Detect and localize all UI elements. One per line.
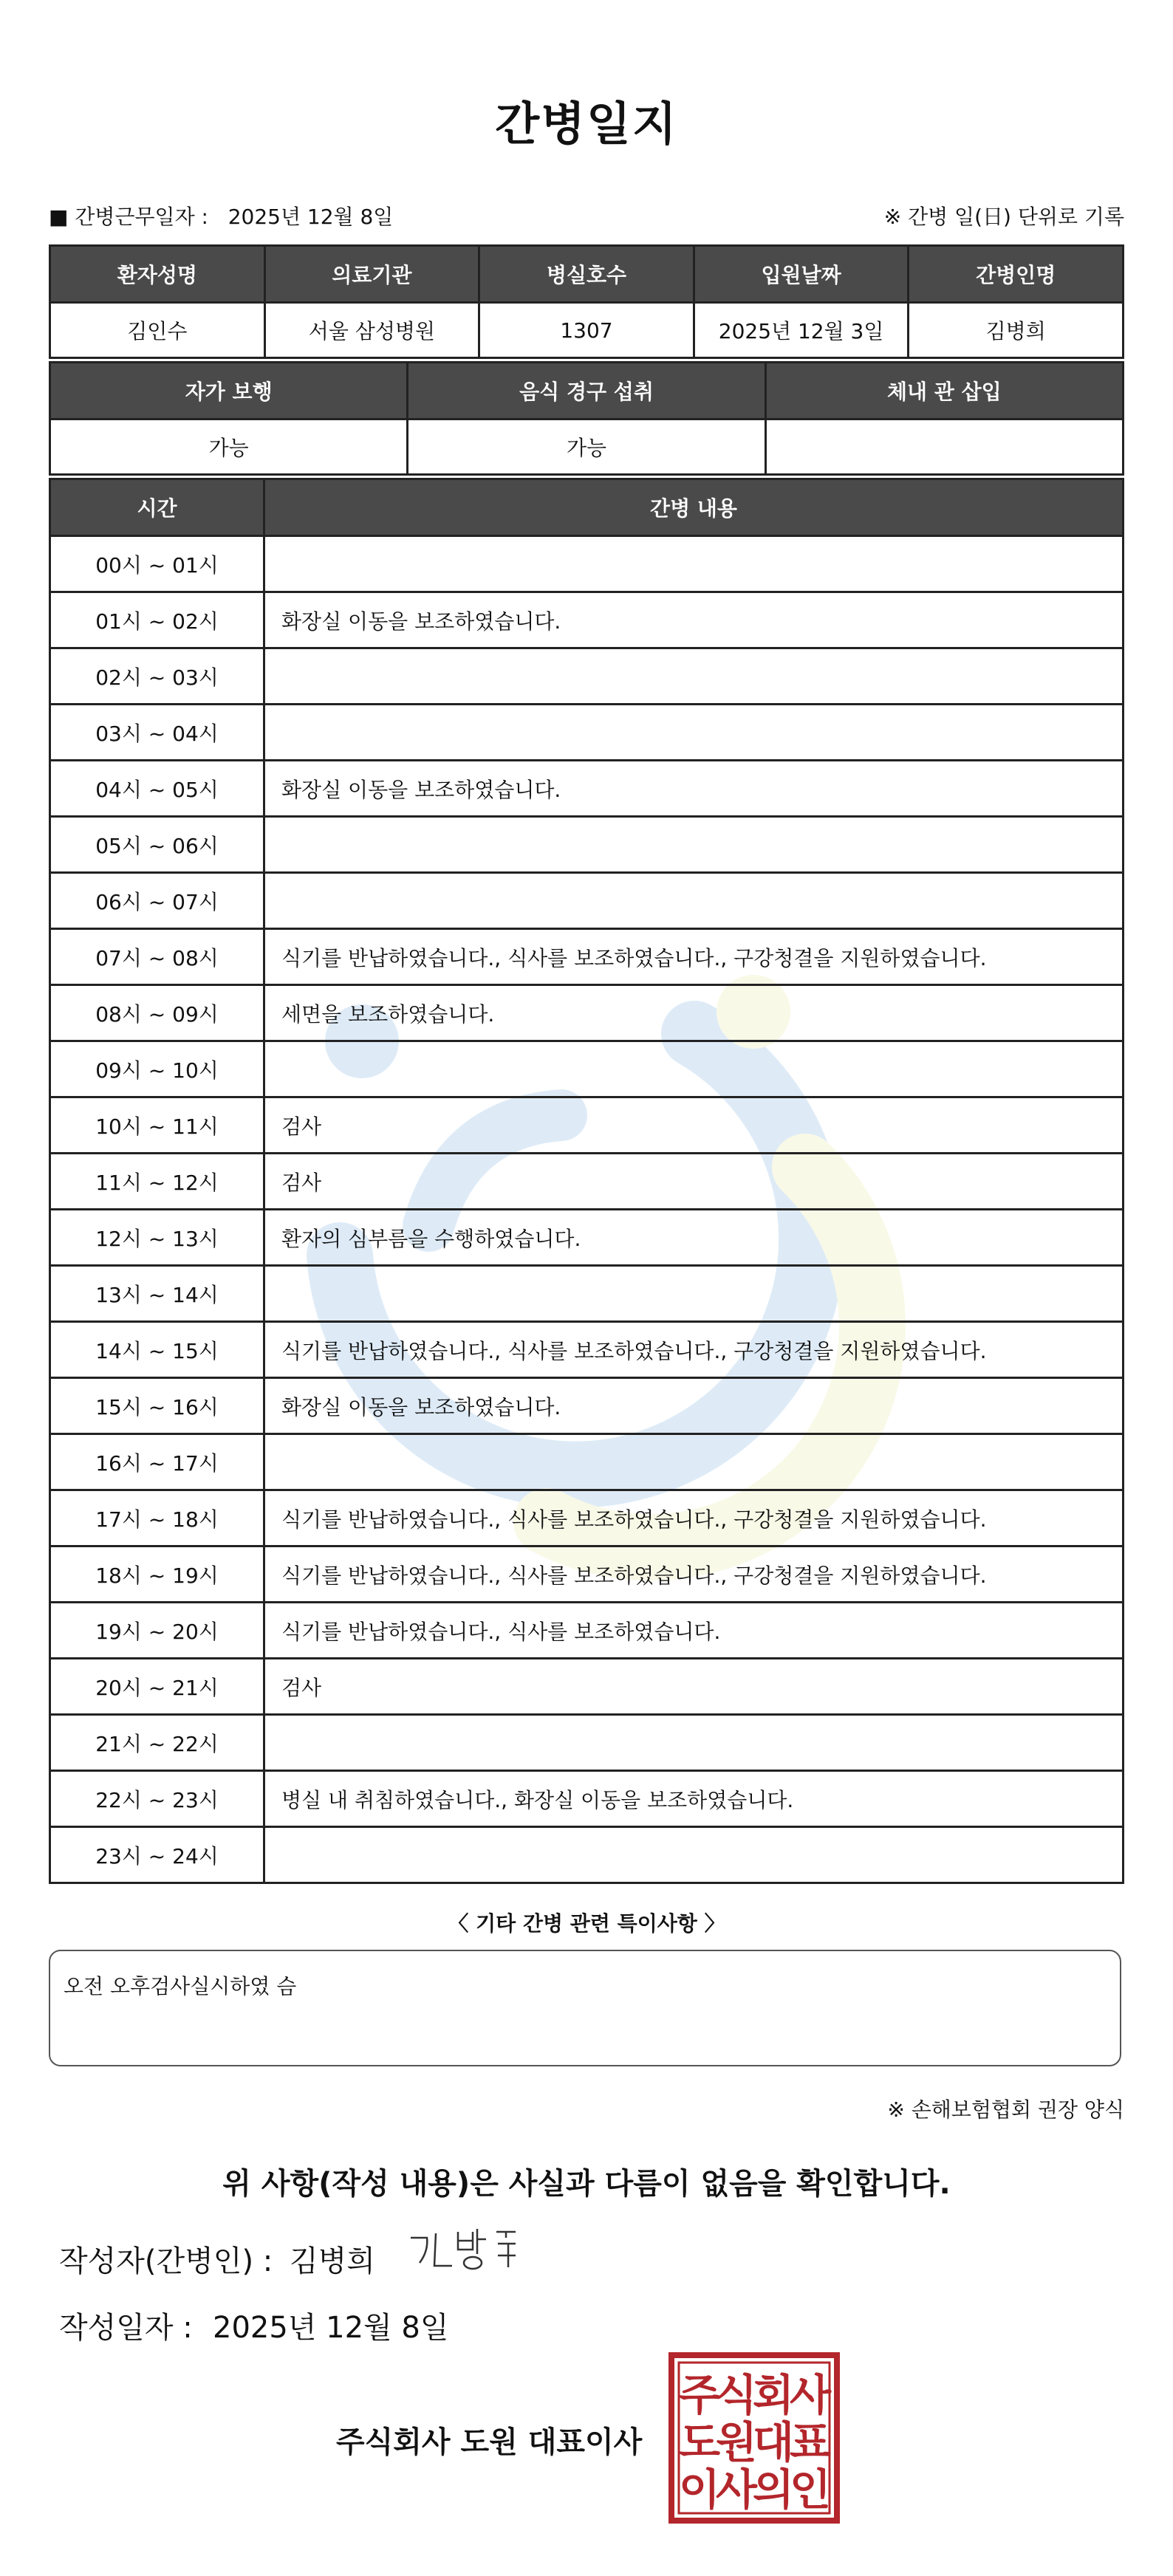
- patient-info-table: [49, 244, 1124, 359]
- time-slot: 08시 ~ 09시: [50, 985, 264, 1041]
- table-row: [50, 985, 1124, 1041]
- header-cell: 간병 내용: [264, 479, 1124, 536]
- notes-text: 오전 오후검사실시하였 슴: [64, 1974, 297, 1998]
- notes-title: 〈 기타 간병 관련 특이사항 〉: [448, 1911, 725, 1936]
- svg-text:원: 원: [715, 2417, 758, 2467]
- table-header-row: [50, 246, 1124, 303]
- time-slot: 00시 ~ 01시: [50, 536, 264, 592]
- time-slot: 12시 ~ 13시: [50, 1210, 264, 1266]
- header-cell: 간병인명: [909, 246, 1124, 303]
- care-content: [264, 1434, 1124, 1490]
- work-date-value: 2025년 12월 8일: [228, 205, 394, 229]
- table-row: [50, 419, 1124, 475]
- time-slot: 07시 ~ 08시: [50, 929, 264, 985]
- header-cell: 병실호수: [479, 246, 694, 303]
- time-slot: 23시 ~ 24시: [50, 1827, 264, 1883]
- company-representative: 주식회사 도원 대표이사: [336, 2425, 643, 2459]
- care-content: 화장실 이동을 보조하였습니다.: [264, 1378, 1124, 1434]
- room-number: 1307: [479, 303, 694, 358]
- time-slot: 02시 ~ 03시: [50, 648, 264, 705]
- table-row: [50, 929, 1124, 985]
- table-row: [50, 1097, 1124, 1154]
- work-date: [49, 201, 393, 230]
- care-content: 검사: [264, 1154, 1124, 1210]
- table-row: [50, 1771, 1124, 1827]
- table-row: [50, 1210, 1124, 1266]
- table-row: [50, 1322, 1124, 1378]
- table-row: [50, 1154, 1124, 1210]
- time-slot: 14시 ~ 15시: [50, 1322, 264, 1378]
- table-row: [50, 1659, 1124, 1715]
- table-row: [50, 648, 1124, 705]
- svg-text:인: 인: [789, 2464, 832, 2515]
- svg-text:이: 이: [678, 2464, 721, 2515]
- care-content: 식기를 반납하였습니다., 식사를 보조하였습니다., 구강청결을 지원하였습니다.: [264, 1322, 1124, 1378]
- svg-text:표: 표: [789, 2417, 832, 2467]
- care-content: 검사: [264, 1097, 1124, 1154]
- care-content: 환자의 심부름을 수행하였습니다.: [264, 1210, 1124, 1266]
- company-seal: [668, 2352, 840, 2524]
- recommend-note: ※ 손해보험협회 권장 양식: [887, 2097, 1124, 2122]
- svg-text:사: 사: [715, 2464, 758, 2515]
- care-content: [264, 648, 1124, 705]
- header-cell: 입원날짜: [694, 246, 909, 303]
- care-content: [264, 1827, 1124, 1883]
- table-row: [50, 1490, 1124, 1546]
- care-content: 식기를 반납하였습니다., 식사를 보조하였습니다., 구강청결을 지원하였습니다.: [264, 929, 1124, 985]
- header-cell: 의료기관: [264, 246, 479, 303]
- unit-note: ※ 간병 일(日) 단위로 기록: [883, 205, 1124, 229]
- table-row: [50, 592, 1124, 648]
- time-slot: 05시 ~ 06시: [50, 817, 264, 873]
- svg-text:회: 회: [752, 2370, 795, 2420]
- header-cell: 체내 관 삽입: [765, 363, 1123, 419]
- header-cell: 자가 보행: [50, 363, 408, 419]
- care-content: 식기를 반납하였습니다., 식사를 보조하였습니다., 구강청결을 지원하였습니다.: [264, 1546, 1124, 1603]
- header-cell: 환자성명: [50, 246, 265, 303]
- hospital-name: 서울 삼성병원: [264, 303, 479, 358]
- time-slot: 18시 ~ 19시: [50, 1546, 264, 1603]
- confirm-statement: 위 사항(작성 내용)은 사실과 다름이 없음을 확인합니다.: [222, 2167, 951, 2201]
- svg-text:사: 사: [789, 2370, 832, 2420]
- writer-label: 작성자(간병인) :: [59, 2244, 273, 2278]
- table-row: [50, 1827, 1124, 1883]
- oral-intake-status: 가능: [408, 419, 765, 475]
- page-title: 간병일지: [495, 97, 678, 151]
- care-log-table: [49, 478, 1124, 1884]
- caregiver-name: 김병희: [909, 303, 1124, 358]
- care-content: 검사: [264, 1659, 1124, 1715]
- header-cell: 음식 경구 섭취: [408, 363, 765, 419]
- time-slot: 04시 ~ 05시: [50, 761, 264, 817]
- table-row: [50, 303, 1124, 358]
- time-slot: 09시 ~ 10시: [50, 1041, 264, 1097]
- table-row: [50, 817, 1124, 873]
- time-slot: 17시 ~ 18시: [50, 1490, 264, 1546]
- admission-date: 2025년 12월 3일: [694, 303, 909, 358]
- table-header-row: [50, 363, 1124, 419]
- table-row: [50, 761, 1124, 817]
- table-row: [50, 1603, 1124, 1659]
- time-slot: 15시 ~ 16시: [50, 1378, 264, 1434]
- time-slot: 10시 ~ 11시: [50, 1097, 264, 1154]
- care-content: 화장실 이동을 보조하였습니다.: [264, 761, 1124, 817]
- care-content: [264, 1266, 1124, 1322]
- table-row: [50, 873, 1124, 929]
- tube-insertion-status: [765, 419, 1123, 475]
- care-content: 식기를 반납하였습니다., 식사를 보조하였습니다., 구강청결을 지원하였습니다.: [264, 1490, 1124, 1546]
- care-content: [264, 536, 1124, 592]
- header-cell: 시간: [50, 479, 264, 536]
- handwritten-signature: [405, 2222, 538, 2281]
- table-row: [50, 1715, 1124, 1771]
- time-slot: 13시 ~ 14시: [50, 1266, 264, 1322]
- time-slot: 22시 ~ 23시: [50, 1771, 264, 1827]
- care-content: 식기를 반납하였습니다., 식사를 보조하였습니다.: [264, 1603, 1124, 1659]
- care-content: 화장실 이동을 보조하였습니다.: [264, 592, 1124, 648]
- care-content: 세면을 보조하였습니다.: [264, 985, 1124, 1041]
- table-row: [50, 705, 1124, 761]
- walking-status: 가능: [50, 419, 408, 475]
- time-slot: 20시 ~ 21시: [50, 1659, 264, 1715]
- time-slot: 16시 ~ 17시: [50, 1434, 264, 1490]
- time-slot: 21시 ~ 22시: [50, 1715, 264, 1771]
- time-slot: 19시 ~ 20시: [50, 1603, 264, 1659]
- table-header-row: [50, 479, 1124, 536]
- care-content: 병실 내 취침하였습니다., 화장실 이동을 보조하였습니다.: [264, 1771, 1124, 1827]
- care-content: [264, 817, 1124, 873]
- time-slot: 06시 ~ 07시: [50, 873, 264, 929]
- svg-text:주: 주: [678, 2370, 721, 2420]
- table-row: [50, 1378, 1124, 1434]
- notes-box: [49, 1950, 1121, 2066]
- writer-name: 김병희: [290, 2244, 375, 2278]
- svg-text:대: 대: [752, 2417, 795, 2467]
- table-row: [50, 1266, 1124, 1322]
- time-slot: 01시 ~ 02시: [50, 592, 264, 648]
- time-slot: 11시 ~ 12시: [50, 1154, 264, 1210]
- table-row: [50, 536, 1124, 592]
- patient-name: 김인수: [50, 303, 265, 358]
- svg-text:의: 의: [752, 2464, 795, 2515]
- svg-text:도: 도: [678, 2417, 721, 2467]
- care-content: [264, 1715, 1124, 1771]
- patient-status-table: [49, 361, 1124, 476]
- written-date-value: 2025년 12월 8일: [213, 2311, 449, 2345]
- care-content: [264, 873, 1124, 929]
- care-content: [264, 1041, 1124, 1097]
- table-row: [50, 1434, 1124, 1490]
- table-row: [50, 1041, 1124, 1097]
- care-content: [264, 705, 1124, 761]
- svg-text:식: 식: [715, 2370, 758, 2420]
- time-slot: 03시 ~ 04시: [50, 705, 264, 761]
- table-row: [50, 1546, 1124, 1603]
- work-date-label: ■ 간병근무일자 :: [49, 205, 208, 229]
- written-date-label: 작성일자 :: [59, 2311, 193, 2345]
